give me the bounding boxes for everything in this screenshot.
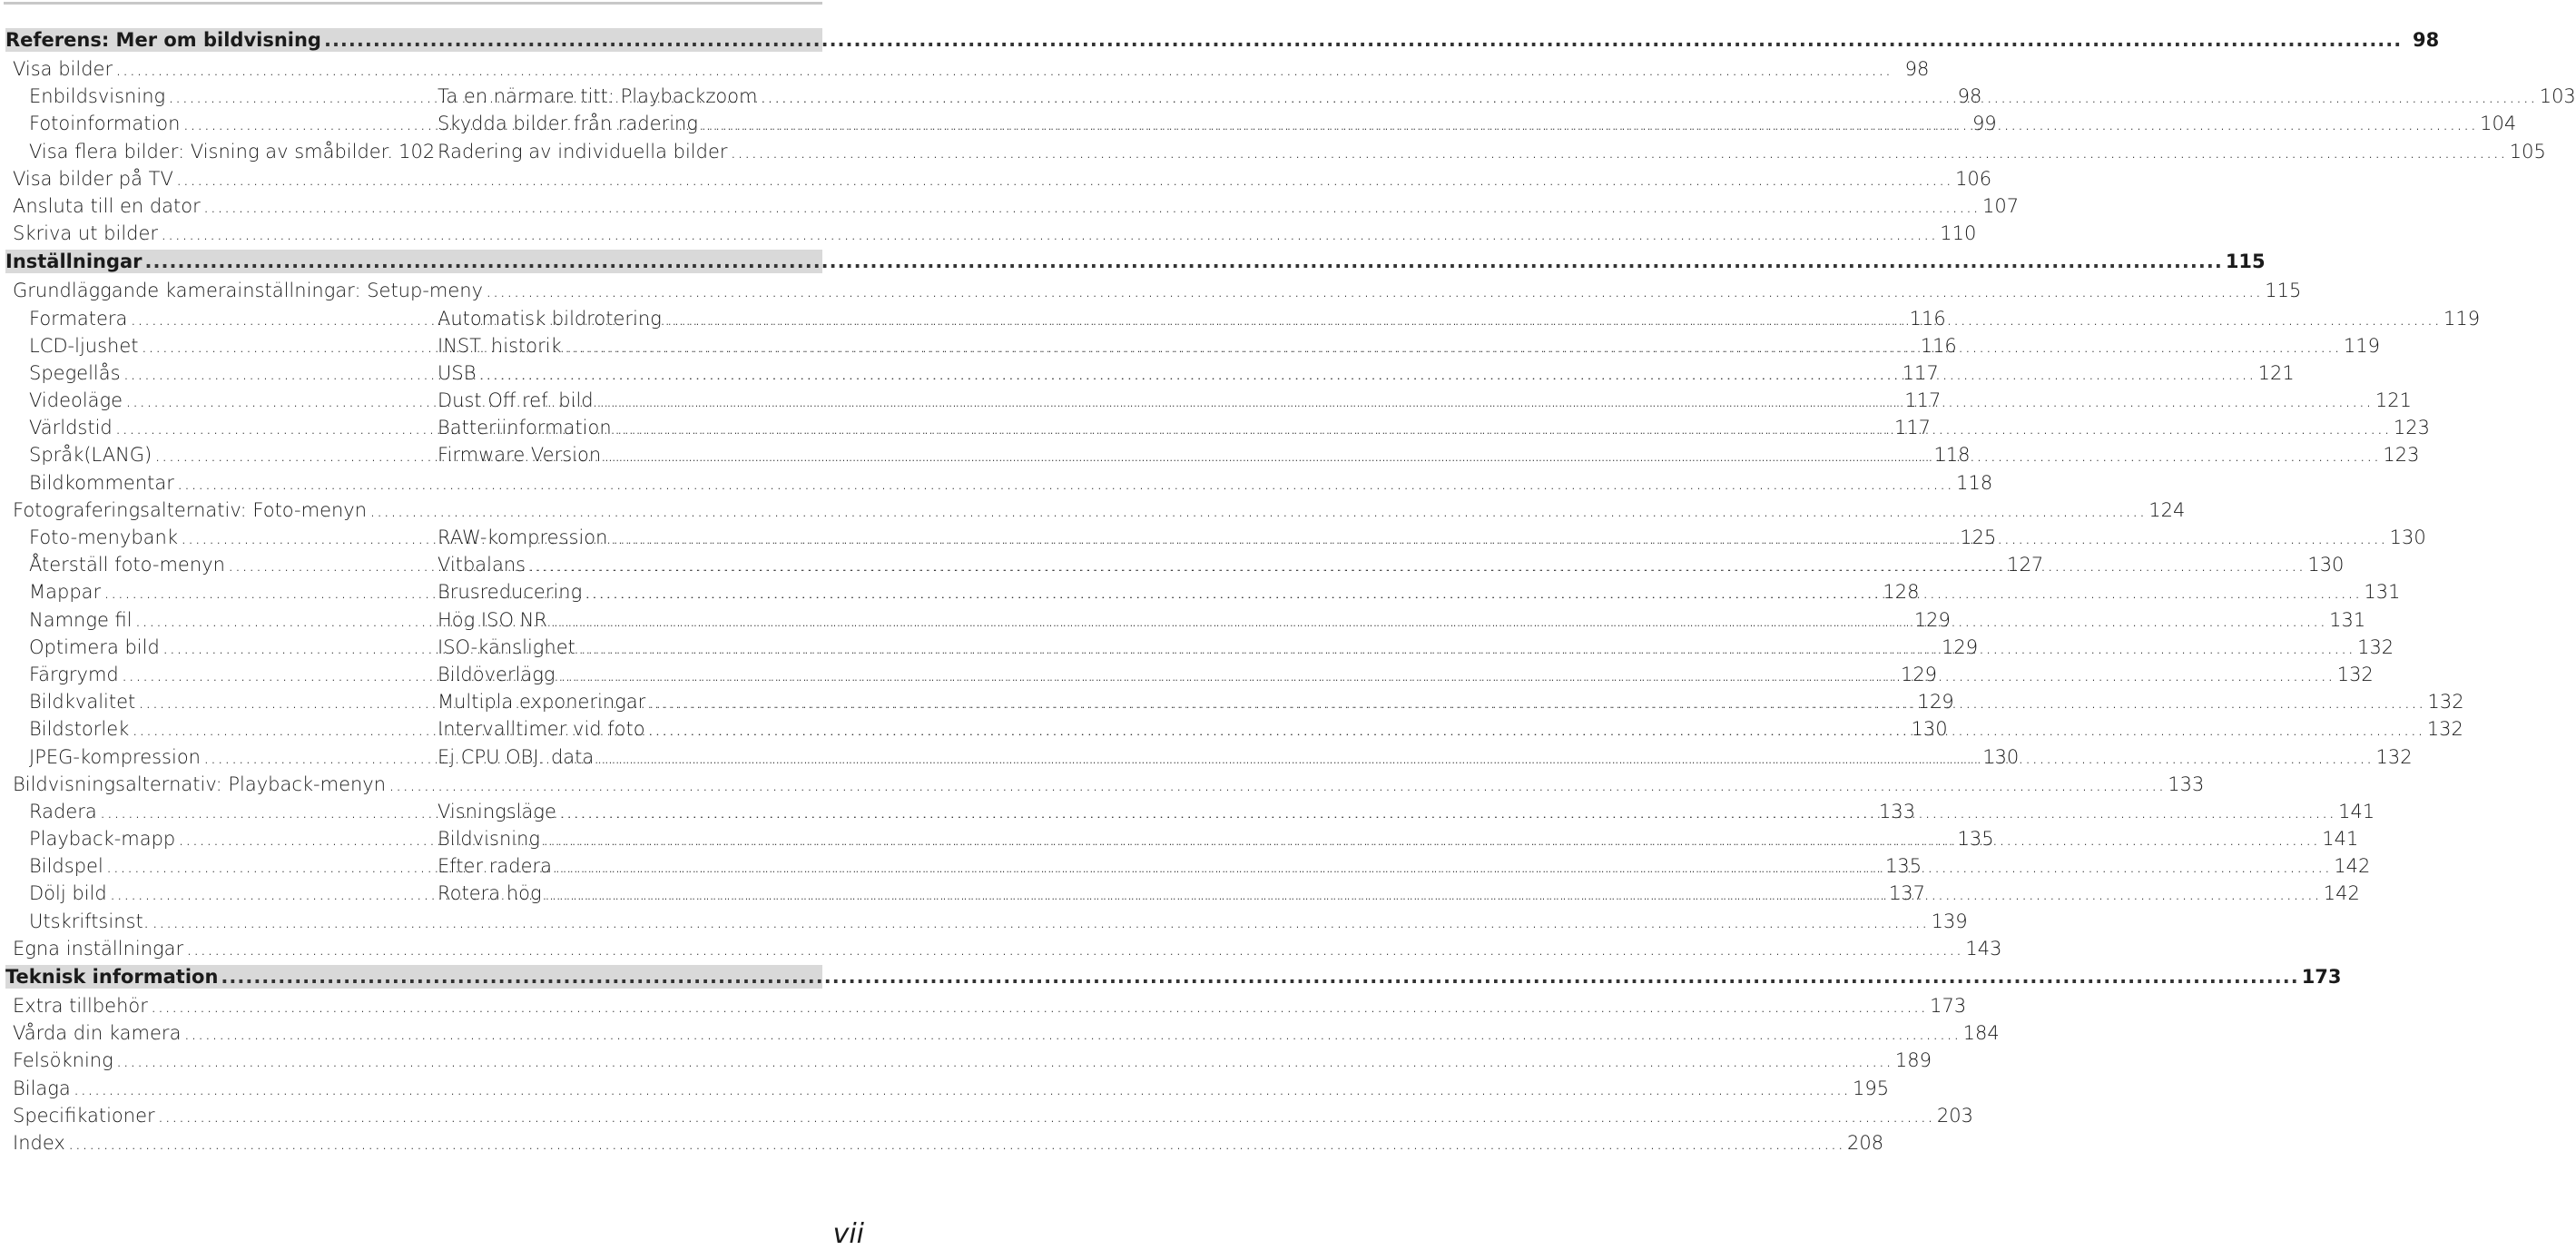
dot-leader: [664, 305, 2441, 332]
dot-leader: [115, 55, 1892, 83]
entry-label: Spegellås: [29, 361, 121, 384]
toc-entry[interactable]: [438, 332, 2380, 359]
toc-entry[interactable]: [438, 634, 2394, 661]
entry-page-number: 184: [1962, 1022, 2000, 1045]
entry-label: Optimera bild: [29, 635, 160, 658]
dot-leader: [324, 28, 2402, 52]
dot-leader: [151, 992, 1927, 1019]
table-of-contents: [5, 25, 2576, 1156]
toc-row: [5, 497, 2186, 524]
entry-page-number: 142: [2323, 882, 2360, 905]
toc-row-pair: [5, 715, 2463, 743]
right-column: [414, 359, 2295, 387]
dot-leader: [186, 935, 1962, 962]
entry-page-number: 173: [2301, 966, 2342, 988]
entry-page-number: 129: [1913, 608, 1951, 631]
toc-row: [5, 935, 2002, 962]
toc-row-pair: [5, 359, 2295, 387]
right-column: [414, 743, 2413, 771]
entry-page-number: 142: [2334, 855, 2371, 878]
entry-label: INST. historik: [438, 334, 562, 357]
entry-page-number: 143: [1965, 937, 2002, 960]
dot-leader: [74, 1075, 1850, 1102]
toc-entry[interactable]: [438, 359, 2295, 387]
page-number: vii: [832, 1218, 864, 1250]
entry-label: Utskriftsinst.: [29, 910, 150, 932]
dot-leader: [545, 880, 2321, 907]
entry-label: Efter radera: [438, 855, 553, 878]
toc-row: [5, 771, 2205, 798]
right-column: [414, 715, 2463, 743]
entry-label: Egna inställningar: [13, 937, 184, 960]
right-column: [414, 880, 2360, 907]
entry-label: Teknisk information: [5, 966, 219, 988]
entry-label: Referens: Mer om bildvisning: [5, 29, 321, 51]
entry-page-number: 123: [2383, 444, 2420, 467]
entry-label: Fotoinformation: [29, 113, 181, 135]
toc-entry[interactable]: [13, 165, 1992, 192]
right-column: [414, 305, 2480, 332]
toc-entry[interactable]: [13, 771, 2205, 798]
toc-row-pair: [5, 138, 2546, 165]
dot-leader: [145, 250, 2223, 273]
right-column: [414, 908, 822, 935]
entry-label: Multipla exponeringar: [438, 691, 646, 714]
toc-entry[interactable]: [438, 551, 2344, 578]
dot-leader: [543, 825, 2319, 852]
entry-page-number: 189: [1894, 1049, 1932, 1072]
entry-label: Bildspel: [29, 855, 103, 878]
entry-page-number: 119: [2443, 307, 2481, 330]
entry-page-number: 129: [1900, 663, 1938, 685]
entry-page-number: 132: [2427, 691, 2464, 714]
right-column: [414, 83, 2576, 110]
entry-page-number: 141: [2338, 800, 2375, 822]
toc-row-pair: [5, 332, 2381, 359]
entry-label: Vitbalans: [438, 554, 526, 576]
entry-page-number: 128: [1883, 581, 1920, 604]
right-column: [414, 441, 2419, 468]
toc-row-pair: [5, 305, 2481, 332]
entry-label: Ej CPU OBJ. data: [438, 745, 595, 768]
toc-entry[interactable]: [438, 825, 2358, 852]
toc-row: [5, 992, 1967, 1019]
entry-label: Ansluta till en dator: [13, 194, 201, 217]
toc-entry[interactable]: [5, 250, 2266, 273]
toc-entry[interactable]: [5, 28, 2440, 52]
entry-label: Visa bilder på TV: [13, 167, 173, 190]
dot-leader: [158, 1102, 1934, 1129]
entry-page-number: 127: [2007, 554, 2044, 576]
toc-row: [5, 1075, 1890, 1102]
entry-label: Brusreducering: [438, 581, 583, 604]
entry-page-number: 115: [2225, 251, 2266, 273]
section-heading: [5, 250, 2266, 273]
entry-label: Visningsläge: [438, 800, 556, 822]
dot-leader: [596, 743, 2373, 771]
entry-label: Felsökning: [13, 1049, 113, 1072]
toc-entry[interactable]: [438, 661, 2374, 688]
entry-page-number: 130: [1911, 718, 1948, 741]
toc-row-pair: [5, 634, 2394, 661]
right-column: [414, 332, 2380, 359]
dot-leader: [615, 414, 2391, 441]
toc-entry[interactable]: [438, 743, 2413, 771]
toc-row-pair: [5, 441, 2420, 468]
entry-label: Firmware Version: [438, 444, 602, 467]
toc-row: [5, 220, 1977, 247]
toc-row-pair: [5, 110, 2517, 137]
entry-page-number: 124: [2148, 498, 2186, 521]
section-heading: [5, 28, 2440, 52]
entry-label: Bildvisningsalternativ: Playback-menyn: [13, 773, 387, 795]
entry-page-number: 110: [1940, 222, 1977, 245]
dot-leader: [701, 110, 2477, 137]
entry-label: RAW-kompression: [438, 527, 608, 548]
entry-label: Index: [13, 1131, 65, 1154]
right-column: [414, 798, 2374, 825]
entry-label: Specifikationer: [13, 1104, 155, 1127]
entry-page-number: 116: [1920, 334, 1957, 357]
toc-row-pair: [5, 524, 2426, 551]
dot-leader: [648, 688, 2424, 715]
dot-leader: [176, 165, 1952, 192]
entry-label: Bildstorlek: [29, 718, 130, 741]
entry-page-number: 99: [1971, 113, 1997, 135]
entry-label: Automatisk bildrotering: [438, 307, 662, 330]
toc-row-pair: [5, 880, 2360, 907]
toc-row-pair: [5, 469, 1993, 497]
right-column: [414, 524, 2426, 551]
toc-row-pair: [5, 743, 2413, 771]
toc-entry[interactable]: [438, 688, 2464, 715]
entry-label: Mappar: [29, 581, 102, 604]
entry-label: Videoläge: [29, 389, 123, 412]
toc-row-pair: [5, 414, 2430, 441]
entry-page-number: 117: [1904, 389, 1942, 412]
entry-label: Språk(LANG): [29, 444, 152, 467]
toc-row: [5, 1102, 1973, 1129]
dot-leader: [761, 83, 2537, 110]
entry-label: Intervalltimer vid foto: [438, 718, 645, 741]
toc-entry[interactable]: [438, 578, 2401, 605]
entry-page-number: 118: [1956, 471, 1993, 494]
entry-page-number: 130: [2389, 527, 2426, 548]
toc-entry[interactable]: [13, 1075, 1890, 1102]
entry-label: Extra tillbehör: [13, 995, 148, 1017]
toc-entry[interactable]: [29, 138, 436, 165]
entry-page-number: 98: [2413, 29, 2440, 51]
right-column: [414, 469, 822, 497]
toc-entry[interactable]: [438, 83, 2576, 110]
toc-row-pair: [5, 688, 2464, 715]
toc-row: [5, 55, 1930, 83]
entry-label: JPEG-kompression: [29, 745, 201, 768]
right-column: [414, 606, 2365, 634]
entry-label: Bildkvalitet: [29, 691, 136, 714]
toc-entry[interactable]: [13, 192, 2020, 220]
toc-entry[interactable]: [13, 1019, 2000, 1047]
entry-page-number: 107: [1981, 194, 2020, 217]
toc-entry[interactable]: [438, 606, 2365, 634]
entry-label: Formatera: [29, 307, 128, 330]
entry-page-number: 121: [2257, 361, 2295, 384]
dot-leader: [486, 277, 2262, 304]
entry-page-number: 131: [2329, 608, 2366, 631]
entry-label: Bildvisning: [438, 828, 541, 851]
dot-leader: [68, 1129, 1844, 1156]
toc-entry[interactable]: [438, 138, 2546, 165]
dot-leader: [183, 1019, 1960, 1047]
entry-label: Bilaga: [13, 1077, 71, 1099]
dot-leader: [565, 332, 2341, 359]
entry-page-number: 173: [1930, 995, 1967, 1017]
entry-page-number: 132: [2336, 663, 2374, 685]
entry-label: Radera: [29, 800, 97, 822]
dot-leader: [161, 220, 1937, 247]
entry-label: Foto-menybank: [29, 527, 179, 548]
right-column: [414, 110, 2516, 137]
toc-entry[interactable]: [13, 935, 2002, 962]
right-column: [414, 387, 2412, 414]
toc-row: [5, 1019, 2000, 1047]
dot-leader: [559, 798, 2335, 825]
entry-page-number: 135: [1957, 828, 1994, 851]
toc-entry[interactable]: [438, 305, 2480, 332]
entry-label: Bildöverlägg: [438, 663, 556, 685]
left-column: [5, 908, 1968, 935]
entry-label: Bildkommentar: [29, 471, 174, 494]
toc-entry[interactable]: [5, 965, 2342, 989]
dot-leader: [558, 661, 2335, 688]
right-column: [414, 551, 2344, 578]
toc-row-pair: [5, 83, 2576, 110]
right-column: [414, 852, 2370, 880]
toc-row-pair: [5, 606, 2366, 634]
entry-page-number: 135: [1884, 855, 1922, 878]
entry-page-number: 105: [2509, 140, 2546, 162]
entry-page-number: 141: [2322, 828, 2359, 851]
entry-page-number: 130: [1982, 745, 2020, 768]
toc-row: [5, 165, 1992, 192]
entry-page-number: 208: [1847, 1131, 1884, 1154]
toc-row-pair: [5, 798, 2375, 825]
entry-label: Batteriinformation: [438, 417, 612, 439]
dot-leader: [116, 1047, 1893, 1074]
entry-page-number: 115: [2265, 280, 2302, 302]
entry-page-number: 133: [1878, 800, 1916, 822]
dot-leader: [648, 715, 2424, 743]
entry-label: Rotera hög: [438, 882, 542, 905]
dot-leader: [585, 578, 2361, 605]
dot-leader: [478, 359, 2255, 387]
toc-entry[interactable]: [438, 798, 2374, 825]
entry-page-number: 106: [1955, 167, 1992, 190]
entry-page-number: 104: [2480, 113, 2517, 135]
toc-row-pair: [5, 661, 2374, 688]
entry-label: Dust Off ref. bild: [438, 389, 594, 412]
toc-row: [5, 277, 2302, 304]
entry-label: Playback-mapp: [29, 828, 176, 851]
entry-label: Världstid: [29, 417, 113, 439]
toc-entry[interactable]: [438, 110, 2516, 137]
dot-leader: [550, 606, 2326, 634]
toc-row-pair: [5, 387, 2412, 414]
right-column: [414, 661, 2374, 688]
toc-row-pair: [5, 852, 2371, 880]
toc-entry[interactable]: [438, 852, 2370, 880]
entry-page-number: 129: [1917, 691, 1954, 714]
toc-row-pair: [5, 578, 2401, 605]
entry-label: Hög ISO NR: [438, 608, 547, 631]
toc-entry[interactable]: [438, 441, 2419, 468]
toc-entry[interactable]: [438, 715, 2463, 743]
toc-row-pair: [5, 551, 2345, 578]
entry-label: Skydda bilder från radering: [438, 113, 698, 135]
toc-entry[interactable]: [13, 55, 1930, 83]
entry-label: Enbildsvisning: [29, 85, 166, 108]
dot-leader: [221, 965, 2298, 989]
entry-page-number: 118: [1933, 444, 1971, 467]
entry-page-number: 133: [2168, 773, 2205, 795]
entry-page-number: 116: [1909, 307, 1946, 330]
right-column: [414, 825, 2358, 852]
toc-row: [5, 1047, 1932, 1074]
entry-label: Återställ foto-menyn: [29, 554, 225, 576]
entry-page-number: 125: [1960, 527, 1997, 548]
entry-page-number: 139: [1931, 910, 1968, 932]
entry-page-number: 117: [1902, 361, 1939, 384]
entry-page-number: 132: [2426, 718, 2463, 741]
entry-label: Inställningar: [5, 251, 143, 273]
toc-entry[interactable]: [438, 524, 2426, 551]
toc-entry[interactable]: [13, 1129, 1884, 1156]
entry-label: Visa bilder: [13, 58, 113, 80]
entry-label: Ta en närmare titt: Playbackzoom: [438, 85, 758, 108]
dot-leader: [578, 634, 2355, 661]
section-heading: [5, 965, 2342, 989]
toc-entry[interactable]: [13, 1047, 1932, 1074]
toc-entry[interactable]: [29, 908, 1968, 935]
toc-row-pair: [5, 908, 1968, 935]
entry-label: Dölj bild: [29, 882, 107, 905]
right-column: [414, 688, 2464, 715]
dot-leader: [731, 138, 2507, 165]
toc-entry[interactable]: [13, 1102, 1973, 1129]
toc-entry[interactable]: [13, 992, 1967, 1019]
entry-page-number: 129: [1942, 635, 1979, 658]
entry-page-number: 98: [1957, 85, 1982, 108]
toc-entry[interactable]: [13, 220, 1977, 247]
dot-leader: [388, 771, 2165, 798]
toc-entry[interactable]: [438, 387, 2412, 414]
toc-entry[interactable]: [438, 414, 2430, 441]
top-rule: [4, 2, 822, 5]
right-column: [414, 138, 2546, 165]
entry-page-number: 119: [2343, 334, 2381, 357]
toc-entry[interactable]: [438, 880, 2360, 907]
entry-label: Grundläggande kamerainställningar: Setup-meny: [13, 280, 484, 302]
entry-label: USB: [438, 361, 477, 384]
right-column: [414, 414, 2430, 441]
left-column: [5, 469, 1993, 497]
left-column: [5, 138, 436, 165]
entry-label: Radering av individuella bilder: [438, 140, 728, 162]
entry-page-number: 102: [398, 140, 436, 162]
entry-page-number: 121: [2374, 389, 2412, 412]
entry-page-number: 103: [2539, 85, 2576, 108]
entry-page-number: 117: [1893, 417, 1932, 439]
toc-row: [5, 192, 2020, 220]
entry-label: Färgrymd: [29, 663, 119, 685]
entry-label: Visa flera bilder: Visning av småbilder.: [29, 140, 394, 162]
dot-leader: [610, 524, 2386, 551]
dot-leader: [555, 852, 2331, 880]
entry-label: Vårda din kamera: [13, 1022, 182, 1045]
entry-label: Fotograferingsalternativ: Foto-menyn: [13, 498, 368, 521]
entry-page-number: 131: [2364, 581, 2401, 604]
entry-page-number: 132: [2357, 635, 2394, 658]
dot-leader: [369, 497, 2146, 524]
right-column: [414, 634, 2394, 661]
dot-leader: [203, 192, 1980, 220]
dot-leader: [528, 551, 2305, 578]
entry-page-number: 137: [1888, 882, 1925, 905]
entry-page-number: 132: [2375, 745, 2413, 768]
toc-entry[interactable]: [29, 469, 1993, 497]
entry-label: ISO-känslighet: [438, 635, 575, 658]
entry-label: Namnge fil: [29, 608, 133, 631]
toc-row-pair: [5, 825, 2359, 852]
entry-page-number: 195: [1852, 1077, 1890, 1099]
toc-row: [5, 1129, 1884, 1156]
dot-leader: [596, 387, 2373, 414]
entry-page-number: 98: [1904, 58, 1930, 80]
entry-label: LCD-ljushet: [29, 334, 139, 357]
entry-page-number: 203: [1936, 1104, 1973, 1127]
entry-page-number: 123: [2393, 417, 2430, 439]
dot-leader: [604, 441, 2380, 468]
entry-label: Skriva ut bilder: [13, 222, 159, 245]
toc-entry[interactable]: [13, 277, 2302, 304]
entry-page-number: 130: [2307, 554, 2345, 576]
toc-entry[interactable]: [13, 497, 2186, 524]
right-column: [414, 578, 2401, 605]
